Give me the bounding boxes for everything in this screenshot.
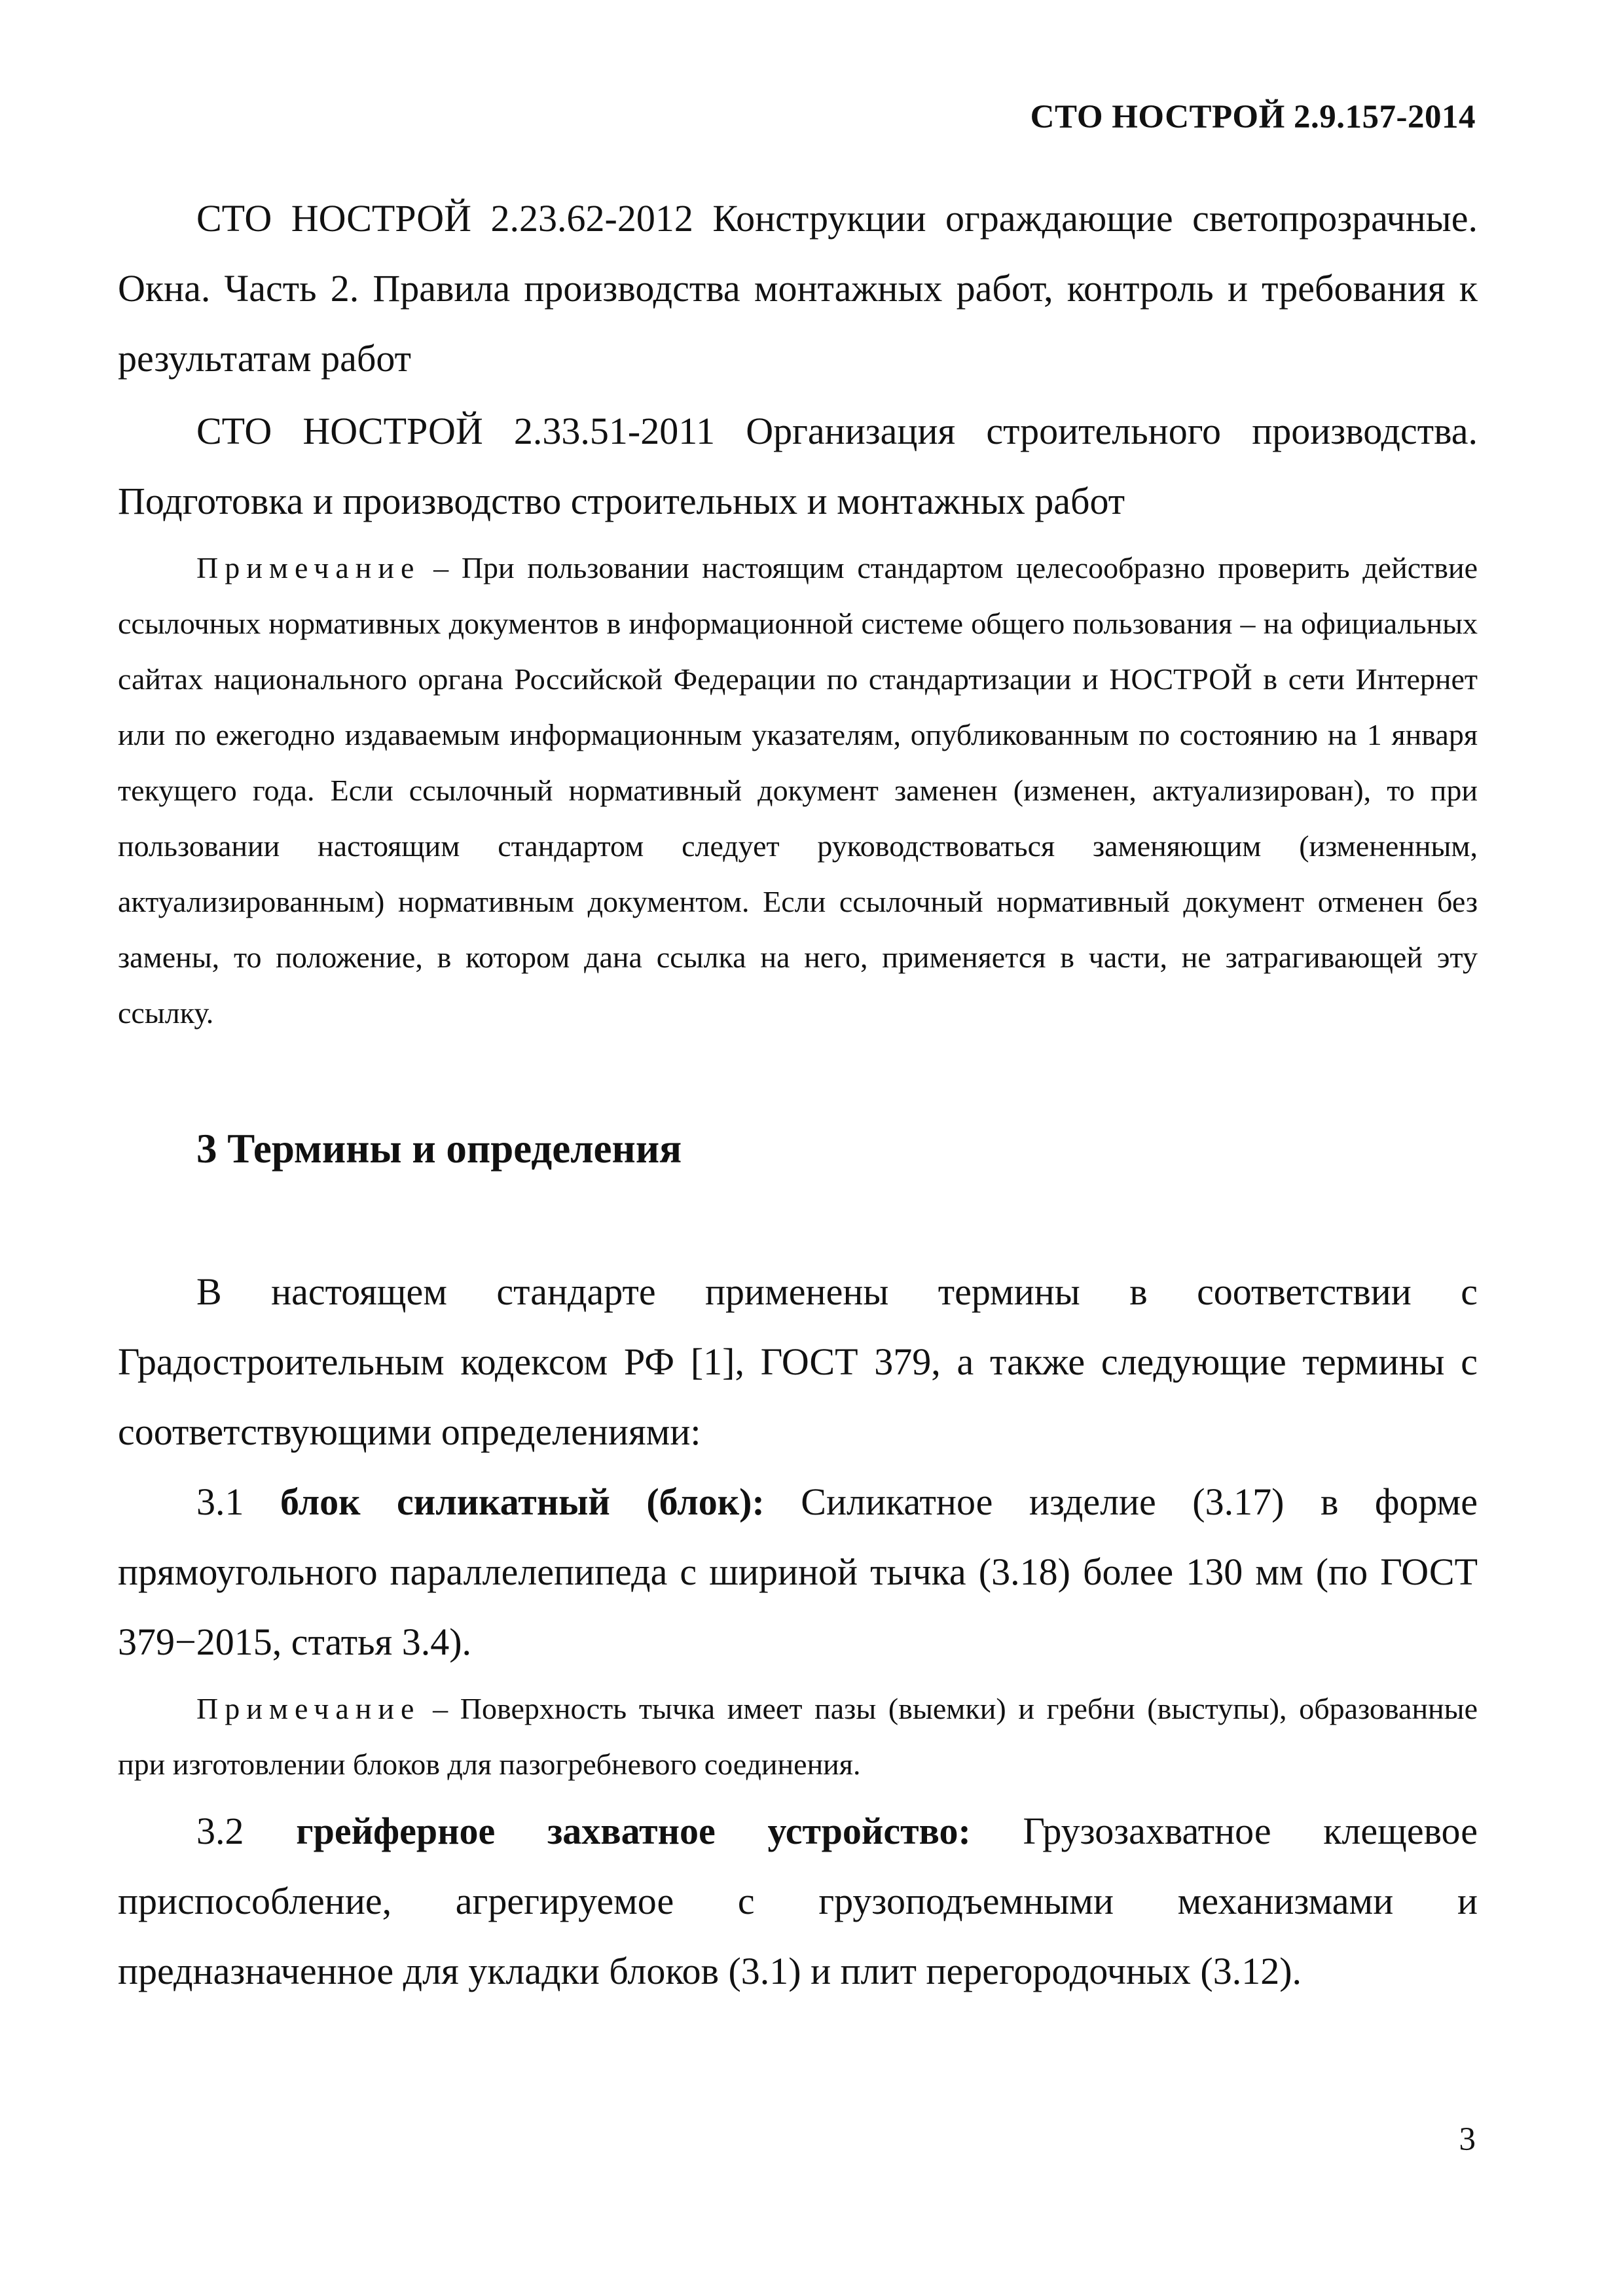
spacer xyxy=(118,1041,1478,1119)
reference-item: СТО НОСТРОЙ 2.33.51-2011 Организация строительного производства. Подготовка и производство строительных и монтажных работ xyxy=(118,410,1478,522)
term-definition xyxy=(118,1796,1478,2006)
note-paragraph xyxy=(118,540,1478,1041)
section-intro: В настоящем стандарте применены термины в соответствии с Градостроительным кодексом РФ [1], ГОСТ 379, а также следующие термины с соответствующими определениями: xyxy=(118,1270,1478,1453)
spacer xyxy=(118,1178,1478,1257)
page-content xyxy=(118,183,1478,2006)
term-name: блок силикатный (блок): xyxy=(280,1480,765,1523)
note-paragraph xyxy=(118,1681,1478,1792)
term-definition-text: Грузозахватное клещевое приспособление, агрегируемое с грузоподъемными механизмами и предназначенное для укладки блоков (3.1) и плит перегородочных (3.12). xyxy=(118,1810,1478,1992)
document-header-code: СТО НОСТРОЙ 2.9.157-2014 xyxy=(1030,99,1476,135)
term-name: грейферное захватное устройство: xyxy=(296,1810,971,1852)
term-definition-text: Силикатное изделие (3.17) в форме прямоугольного параллелепипеда с шириной тычка (3.18) более 130 мм (по ГОСТ 379−2015, статья 3.4). xyxy=(118,1480,1478,1663)
note-text: – При пользовании настоящим стандартом целесообразно проверить действие ссылочных нормативных документов в информационной системе общего пользования – на официальных сайтах национального органа Российской Федерации по стандартизации и НОСТРОЙ в сети Интернет или по ежегодно издаваемым информационным указателям, опубликованным по состоянию на 1 января текущего года. Если ссылочный нормативный документ заменен (изменен, актуализирован), то при пользовании настоящим стандартом следует руководствоваться заменяющим (измененным, актуализированным) нормативным документом. Если ссылочный нормативный документ отменен без замены, то положение, в котором дана ссылка на него, применяется в части, не затрагивающей эту ссылку. xyxy=(118,551,1478,1030)
term-definition xyxy=(118,1467,1478,1677)
note-label: Примечание xyxy=(196,551,421,584)
page-number: 3 xyxy=(1459,2121,1476,2158)
term-number: 3.2 xyxy=(196,1810,297,1852)
section-heading: 3 Термины и определения xyxy=(196,1126,682,1172)
term-number: 3.1 xyxy=(196,1480,281,1523)
note-label: Примечание xyxy=(196,1692,421,1725)
reference-item: СТО НОСТРОЙ 2.23.62-2012 Конструкции ограждающие светопрозрачные. Окна. Часть 2. Правила производства монтажных работ, контроль и требования к результатам работ xyxy=(118,197,1478,380)
note-text: – Поверхность тычка имеет пазы (выемки) и гребни (выступы), образованные при изготовлении блоков для пазогребневого соединения. xyxy=(118,1692,1478,1781)
